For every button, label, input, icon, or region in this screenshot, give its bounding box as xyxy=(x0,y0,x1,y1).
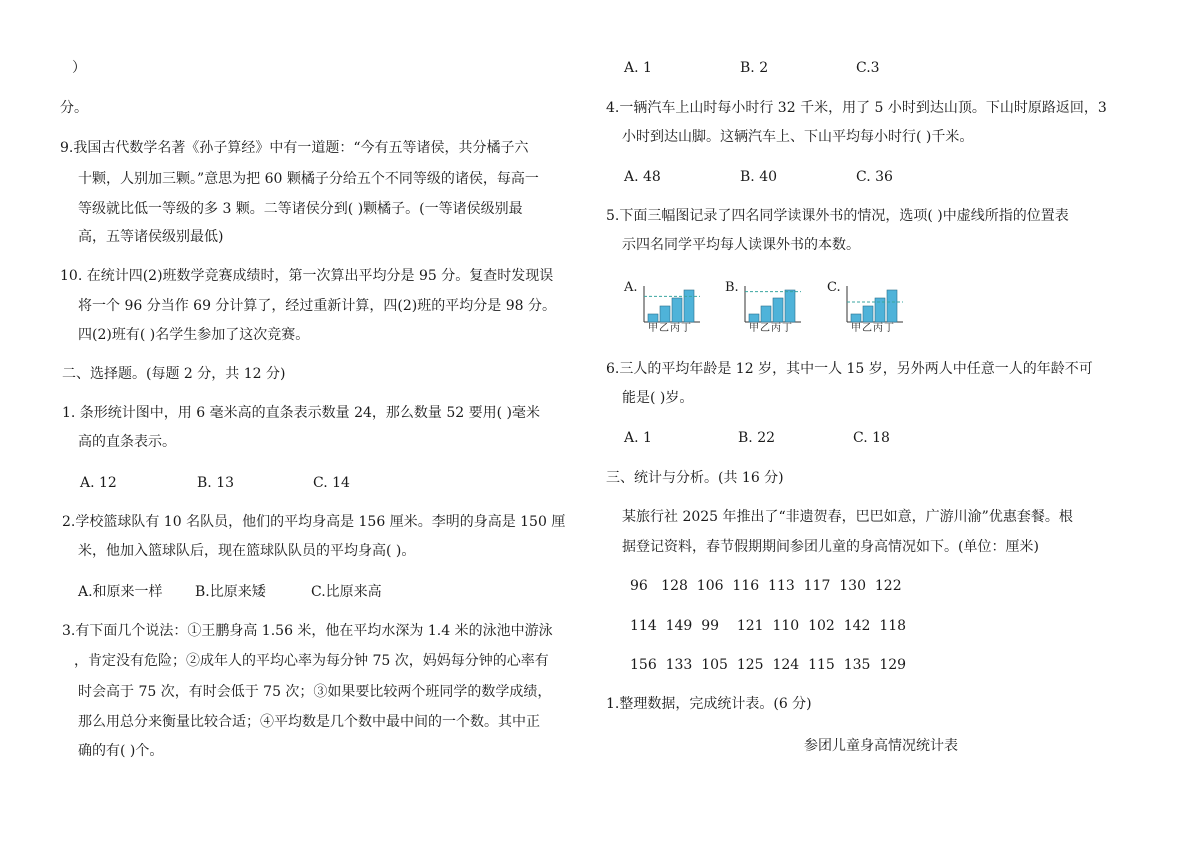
option-c[interactable]: C.比原来高 xyxy=(311,584,382,600)
bar xyxy=(660,306,670,322)
bar xyxy=(761,306,771,322)
mc5-line-2: 示四名同学平均每人读课外书的本数。 xyxy=(622,237,860,253)
mini-chart-axis-label: 甲乙丙丁 xyxy=(648,323,692,334)
mini-chart-axis-label: 甲乙丙丁 xyxy=(851,323,895,334)
mc1-options xyxy=(80,473,380,493)
mini-bar-chart xyxy=(624,280,714,324)
option-b[interactable]: B.比原来矮 xyxy=(195,584,266,600)
option-b[interactable]: B. 22 xyxy=(738,430,776,446)
section-3-heading: 三、统计与分析。(共 16 分) xyxy=(606,470,784,486)
intro-line-1: 某旅行社 2025 年推出了“非遗贺春，巴巴如意，广游川渝”优惠套餐。根 xyxy=(622,509,1073,525)
score-suffix: 分。 xyxy=(60,100,88,116)
task-1-heading: 1.整理数据，完成统计表。(6 分) xyxy=(606,696,812,712)
mini-bar-chart xyxy=(827,280,917,324)
bar xyxy=(863,306,873,322)
option-a[interactable]: A.和原来一样 xyxy=(78,584,163,600)
mini-chart-a[interactable] xyxy=(624,280,714,336)
mini-bar-chart xyxy=(725,280,815,324)
option-c[interactable]: C. 36 xyxy=(856,169,893,185)
mc3-line-2: ，肯定没有危险；②成年人的平均心率为每分钟 75 次，妈妈每分钟的心率有 xyxy=(74,653,549,669)
option-a[interactable]: A. 12 xyxy=(80,475,117,491)
q9-line-4: 高，五等诸侯级别最低) xyxy=(78,229,224,245)
option-c[interactable]: C. 18 xyxy=(853,430,890,446)
option-b[interactable]: B. 2 xyxy=(740,60,769,76)
mini-chart-axis-label: 甲乙丙丁 xyxy=(749,323,793,334)
mc2-options xyxy=(78,582,398,602)
q9-line-1: 9.我国古代数学名著《孙子算经》中有一道题：“今有五等诸侯，共分橘子六 xyxy=(60,140,529,156)
q10-line-2: 将一个 96 分当作 69 分计算了，经过重新计算，四(2)班的平均分是 98 分。 xyxy=(78,298,556,314)
option-b[interactable]: B. 13 xyxy=(197,475,235,491)
option-a[interactable]: A. 1 xyxy=(624,430,652,446)
mc1-line-2: 高的直条表示。 xyxy=(78,434,176,450)
option-a[interactable]: A. 48 xyxy=(624,169,661,185)
bar xyxy=(851,314,861,322)
section-2-heading: 二、选择题。(每题 2 分，共 12 分) xyxy=(62,366,286,382)
mc2-line-2: 米，他加入篮球队后，现在篮球队队员的平均身高( )。 xyxy=(78,543,416,559)
option-c[interactable]: C. 14 xyxy=(313,475,350,491)
mc3-line-4: 那么用总分来衡量比较合适；④平均数是几个数中最中间的一个数。其中正 xyxy=(78,714,540,730)
bar xyxy=(648,314,658,322)
heights-row-1: 96 128 106 116 113 117 130 122 xyxy=(630,578,902,594)
mc3-line-5: 确的有( )个。 xyxy=(78,743,164,759)
bar xyxy=(684,290,694,322)
mc4-options xyxy=(624,167,924,187)
mc6-line-1: 6.三人的平均年龄是 12 岁，其中一人 15 岁，另外两人中任意一人的年龄不可 xyxy=(606,361,1093,377)
mc4-line-2: 小时到达山脚。这辆汽车上、下山平均每小时行( )千米。 xyxy=(622,129,974,145)
option-c[interactable]: C.3 xyxy=(856,60,880,76)
bar xyxy=(785,290,795,322)
mc2-line-1: 2.学校篮球队有 10 名队员，他们的平均身高是 156 厘米。李明的身高是 150 厘 xyxy=(62,514,566,530)
mini-chart-b[interactable] xyxy=(725,280,815,336)
q10-line-1: 10. 在统计四(2)班数学竞赛成绩时，第一次算出平均分是 95 分。复查时发现误 xyxy=(60,268,554,284)
chart-option-letter: B. xyxy=(725,280,739,295)
option-a[interactable]: A. 1 xyxy=(624,60,652,76)
heights-row-2: 114 149 99 121 110 102 142 118 xyxy=(630,618,907,634)
q9-line-3: 等级就比低一等级的多 3 颗。二等诸侯分到( )颗橘子。(一等诸侯级别最 xyxy=(78,201,523,217)
mc1-line-1: 1. 条形统计图中，用 6 毫米高的直条表示数量 24，那么数量 52 要用( )毫米 xyxy=(62,405,540,421)
intro-line-2: 据登记资料，春节假期期间参团儿童的身高情况如下。(单位：厘米) xyxy=(622,539,1039,555)
mc4-line-1: 4.一辆汽车上山时每小时行 32 千米，用了 5 小时到达山顶。下山时原路返回，3 xyxy=(606,100,1107,116)
mc3-line-1: 3.有下面几个说法：①王鹏身高 1.56 米，他在平均水深为 1.4 米的泳池中游泳 xyxy=(62,623,553,639)
bar xyxy=(773,298,783,322)
paren-fragment: ） xyxy=(72,60,86,76)
mc3-line-3: 时会高于 75 次，有时会低于 75 次；③如果要比较两个班同学的数学成绩， xyxy=(78,684,552,700)
chart-option-letter: A. xyxy=(624,280,638,295)
bar xyxy=(749,314,759,322)
mc3-options xyxy=(624,58,924,78)
mc6-options xyxy=(624,428,924,448)
heights-row-3: 156 133 105 125 124 115 135 129 xyxy=(630,657,907,673)
mini-chart-c[interactable] xyxy=(827,280,917,336)
mc5-line-1: 5.下面三幅图记录了四名同学读课外书的情况，选项( )中虚线所指的位置表 xyxy=(606,208,1069,224)
q10-line-3: 四(2)班有( )名学生参加了这次竞赛。 xyxy=(78,327,310,343)
bar xyxy=(672,298,682,322)
mc6-line-2: 能是( )岁。 xyxy=(622,390,694,406)
option-b[interactable]: B. 40 xyxy=(740,169,778,185)
bar xyxy=(887,290,897,322)
q9-line-2: 十颗，人别加三颗。”意思为把 60 颗橘子分给五个不同等级的诸侯，每高一 xyxy=(78,171,539,187)
chart-option-letter: C. xyxy=(827,280,841,295)
table-title: 参团儿童身高情况统计表 xyxy=(804,738,958,754)
